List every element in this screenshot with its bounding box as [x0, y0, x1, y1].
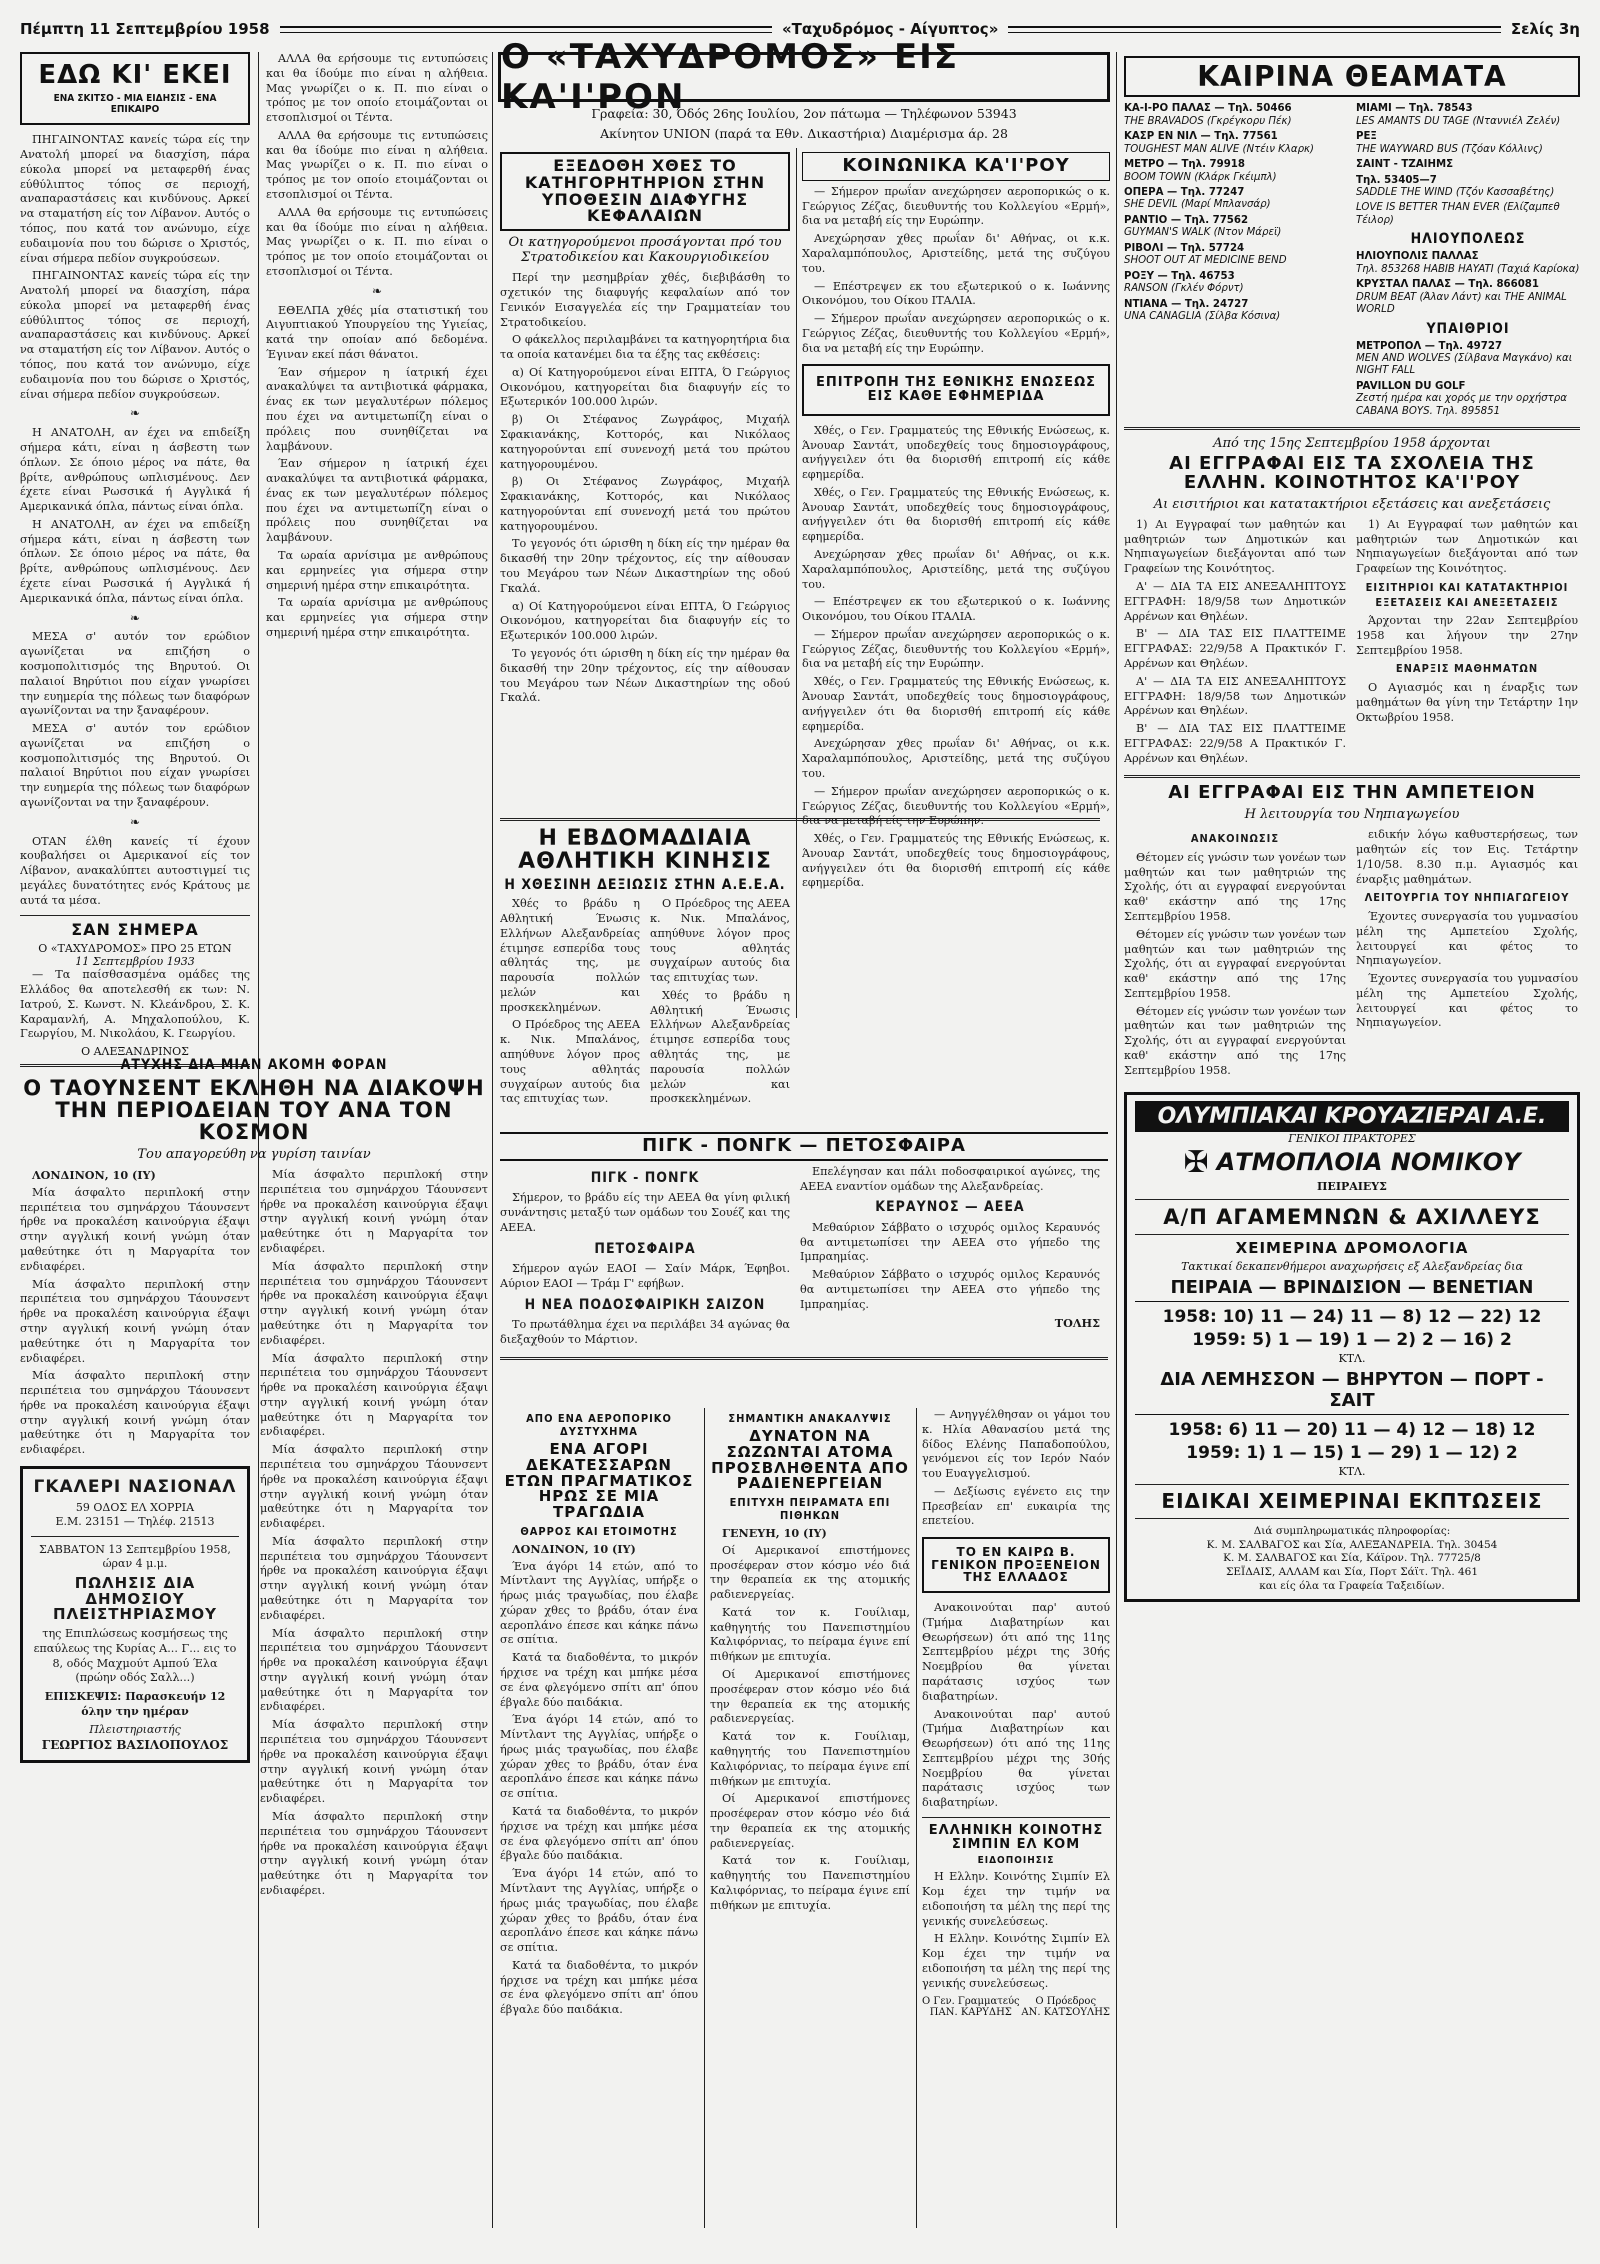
paragraph: Το γεγονός ότι ώρισθη η δίκη είς την ημέραν θα δικασθή την 20ην τρέχοντος, είς την αίθουσαν του Μεγάρου των Νέων Δικαστηρίων της οδού Γκαλά. [500, 646, 790, 705]
cinema-film: LOVE IS BETTER THAN EVER (Ελίζαμπεθ Τέιλορ) [1356, 202, 1560, 226]
cinema-hall: ΚΡΥΣΤΑΛ ΠΑΛΑΣ — Τηλ. 866081 [1356, 279, 1539, 291]
paragraph: Ένα άγόρι 14 ετών, από το Μίντλαντ της Αγγλίας, υπήρξε ο ήρως μιάς τραγωδίας, που έλαβε χώραν χθες το βράδυ, όταν ένα αεροπλάνο έπεσε και κάηκε πάνω σε σπίτια. [500, 1713, 698, 1801]
cinema-hall: ΜΙΑΜΙ — Τηλ. 78543 [1356, 103, 1473, 115]
paragraph: ΠΗΓΑΙΝΟΝΤΑΣ κανείς τώρα είς την Ανατολή μπορεί να διασχίση, πάρα εύκολα μπορεί να μεταφερθή ένας εύθύλιπτος τόπος σε περιοχή, αναπαραστάσεις και κινδύνους. Αρκεί να σταματήση είς τον Λίβανον. Αυτός ο τόπος, που κατά τον ανώνυμο, είχε ευδαιμονία που του δώρισε ο Χριστός, είναι σήμερα πεδίον συγκρούσεων. [20, 133, 250, 265]
hero-boy-article [500, 1408, 698, 2228]
two-column-body [20, 1168, 488, 1902]
article-body [1356, 828, 1578, 1081]
paragraph: — Τα παίσθσασμένα ομάδες της Ελλάδος θα αποτελεσθή εκ των: Ν. Ιατρού, Σ. Κωνστ. Ν. Κλεάνδρου, Σ. Κ. Καραμανλή, Α. Μηχαλοπούλου, Κ. Γεωργίου, Μ. Νικολάου, Κ. Γεωργίου. [20, 968, 250, 1041]
paragraph: α) Οί Κατηγορούμενοι είναι ΕΠΤΑ, Ό Γεώργιος Οικονόμου, κατηγορείται δια διαφυγήν είς το Εξωτερικόν 100.000 λιρών. [500, 599, 790, 643]
cruise-agents-label: ΓΕΝΙΚΟΙ ΠΡΑΚΤΟΡΕΣ [1288, 1131, 1416, 1145]
divider [1124, 775, 1580, 778]
paragraph: — Σήμερον πρωΐαν ανεχώρησεν αεροπορικώς ο κ. Γεώργιος Ζέζας, διευθυντής του Κολλεγίου «Ερμή», δια να μεταβή είς την Ευρώπην. [802, 784, 1110, 828]
two-column-body [500, 897, 1100, 1110]
kicker: ΑΤΥΧΗΣ ΔΙΑ ΜΙΑΝ ΑΚΟΜΗ ΦΟΡΑΝ [120, 1057, 388, 1073]
cinema-film: LES AMANTS DU TAGE (Νταννιέλ Ζελέν) [1356, 115, 1561, 127]
paragraph: Ένα άγόρι 14 ετών, από το Μίντλαντ της Αγγλίας, υπήρξε ο ήρως μιάς τραγωδίας, που έλαβε χώραν χθες το βράδυ, όταν ένα αεροπλάνο έπεσε και κάηκε πάνω σε σπίτια. [500, 1867, 698, 1955]
paragraph: Μία άσφαλτο περιπλοκή στην περιπέτεια του σμηνάρχου Τάουνσεντ ήρθε να προκαλέση καινούργια έξαψι στην αγγλική κοινή γνώμη όταν μαθεύτηκε ότι η Μαργαρίτα τον ενδιαφέρει. [260, 1351, 488, 1439]
cinema-hall: ΗΛΙΟΥΠΟΛΙΣ ΠΑΛΛΑΣ [1356, 251, 1479, 263]
sports-section [500, 1128, 1108, 1366]
paragraph: Μία άσφαλτο περιπλοκή στην περιπέτεια του σμηνάρχου Τάουνσεντ ήρθε να προκαλέση καινούργια έξαψι στην αγγλική κοινή γνώμη όταν μαθεύτηκε ότι η Μαργαρίτα τον ενδιαφέρει. [260, 1626, 488, 1714]
paragraph: Η ΑΝΑΤΟΛΗ, αν έχει να επιδείξη σήμερα κάτι, είναι η άσβεστη των όπλων. Σε όποιο μέρος να πάτε, θα βρίτε, ανθρώπους ωπλισμένους. Δεν έχετε είναι Ρωσσικά ή Αγγλικά ή Αμερικανικά όπλα, πάντως είναι όπλα. [20, 517, 250, 605]
paragraph: Περί την μεσημβρίαν χθές, διεβιβάσθη το σχετικόν της διαφυγής κεφαλαίων από τον Γενικόν Εισαγγελέα είς την Γραμματείαν του Στρατοδικείου. [500, 271, 790, 329]
article-body [650, 897, 790, 1110]
cinema-listing [1124, 103, 1348, 128]
paragraph: Κατά τα διαδοθέντα, το μικρόν ήρχισε να τρέχη και μπήκε μέσα σε ένα φλεγόμενο σπίτι απ' όπου έβγαλε δύο παιδάκια. [500, 1805, 698, 1863]
paragraph: Μία άσφαλτο περιπλοκή στην περιπέτεια του σμηνάρχου Τάουνσεντ ήρθε να προκαλέση καινούργια έξαψι στην αγγλική κοινή γνώμη όταν μαθεύτηκε ότι η Μαργαρίτα τον ενδιαφέρει. [260, 1443, 488, 1531]
paragraph: Θέτομεν είς γνώσιν των γονέων των μαθητών και των μαθητριών της Σχολής, ότι αι εγγραφαί ενεργούνται καθ' εκάστην από της 17ης Σεπτεμβρίου 1958. [1124, 1004, 1346, 1077]
paragraph: Μία άσφαλτο περιπλοκή στην περιπέτεια του σμηνάρχου Τάουνσεντ ήρθε να προκαλέση καινούργια έξαψι στην αγγλική κοινή γνώμη όταν μαθεύτηκε ότι η Μαργαρίτα τον ενδιαφέρει. [20, 1185, 250, 1273]
paragraph: Μία άσφαλτο περιπλοκή στην περιπέτεια του σμηνάρχου Τάουνσεντ ήρθε να προκαλέση καινούργια έξαψι στην αγγλική κοινή γνώμη όταν μαθεύτηκε ότι η Μαργαρίτα τον ενδιαφέρει. [260, 1259, 488, 1347]
issue-date: Πέμπτη 11 Σεπτεμβρίου 1958 [20, 20, 270, 38]
divider [20, 915, 250, 916]
contact-line: Κ. Μ. ΣΑΛΒΑΓΟΣ και Σία, Κάϊρον. Τηλ. 77725/8 [1223, 1552, 1481, 1565]
divider [1135, 1484, 1569, 1485]
subsection-heading: Η ΝΕΑ ΠΟΔΟΣΦΑΙΡΙΚΗ ΣΑΙΖΟΝ [524, 1296, 766, 1313]
route-2: ΔΙΑ ΛΕΜΗΣΣΟΝ — ΒΗΡΥΤΟΝ — ΠΟΡΤ - ΣΑΙΤ [1135, 1369, 1569, 1415]
cinema-hall: ΡΟΞΥ — Τηλ. 46753 [1124, 270, 1235, 282]
cinema-film: TOUGHEST MAN ALIVE (Ντέιν Κλαρκ) [1124, 143, 1315, 155]
headline: ΔΥΝΑΤΟΝ ΝΑ ΣΩΖΩΝΤΑΙ ΑΤΟΜΑ ΠΡΟΣΒΛΗΘΕΝΤΑ ΑΠΟ ΡΑΔΙΕΝΕΡΓΕΙΑΝ [711, 1427, 909, 1493]
contact-block [1135, 1525, 1569, 1593]
ships: Α/Π ΑΓΑΜΕΜΝΩΝ & ΑΧΙΛΛΕΥΣ [1163, 1204, 1541, 1229]
exams-heading: ΕΙΣΙΤΗΡΙΟΙ ΚΑΙ ΚΑΤΑΤΑΚΤΗΡΙΟΙ ΕΞΕΤΑΣΕΙΣ ΚΑΙ ΑΝΕΞΕΤΑΣΕΙΣ [1365, 581, 1569, 609]
article-body [500, 1165, 790, 1351]
paragraph: Α' — ΔΙΑ ΤΑ ΕΙΣ ΑΝΕΞΑΛΗΠΤΟΥΣ ΕΓΓΡΑΦΗ: 18/9/58 των Δημοτικών Αρρένων και Θηλέων. [1124, 674, 1346, 718]
ornament-icon: ❧ [129, 610, 141, 625]
townsend-article [20, 1053, 488, 1902]
article-body [922, 1870, 1110, 1991]
ampeteion-subheading: Η λειτουργία του Νηπιαγωγείου [1244, 807, 1460, 823]
cinema-hall: ΡΕΞ [1356, 131, 1377, 143]
ornament-icon: ❧ [371, 283, 383, 298]
signature-name: ΠΑΝ. ΚΑΡΥΔΗΣ [929, 2006, 1012, 2018]
cinema-film: GUYMAN'S WALK (Ντον Μάρεϊ) [1124, 227, 1282, 239]
subsection-heading: ΚΕΡΑΥΝΟΣ — ΑΕΕΑ [875, 1199, 1025, 1216]
paragraph: Έαν σήμερον η ίατρική έχει ανακαλύψει τα αντιβιοτικά φάρμακα, ένας εκ των μεγαλυτέρων πόλεμος που έχει να αντιμετωπίζη είναι ο πρόλεις που συνηθίζεται να λαμβάνουν. [266, 365, 488, 453]
paragraph: Μία άσφαλτο περιπλοκή στην περιπέτεια του σμηνάρχου Τάουνσεντ ήρθε να προκαλέση καινούργια έξαψι στην αγγλική κοινή γνώμη όταν μαθεύτηκε ότι η Μαργαρίτα τον ενδιαφέρει. [20, 1369, 250, 1457]
section-subtitle: ΕΝΑ ΣΚΙΤΣΟ - ΜΙΑ ΕΙΔΗΣΙΣ - ΕΝΑ ΕΠΙΚΑΙΡΟ [53, 93, 217, 116]
article-body [266, 52, 488, 641]
route-1-dates-1958: 1958: 10) 11 — 24) 11 — 8) 12 — 22) 12 [1162, 1307, 1542, 1328]
article-body [922, 1601, 1110, 1811]
paragraph: Η ΑΝΑΤΟΛΗ, αν έχει να επιδείξη σήμερα κάτι, είναι η άσβεστη των όπλων. Σε όποιο μέρος να πάτε, θα βρίτε, ανθρώπους ωπλισμένους. Δεν έχετε είναι Ρωσσικά ή Αγγλικά ή Αμερικανικά όπλα, πάντως είναι όπλα. [20, 426, 250, 514]
paragraph: Οί Αμερικανοί επιστήμονες προσέφεραν στον κόσμο νέο διά την θεραπεία εκ της ατομικής ραδιενεργείας. [710, 1792, 910, 1850]
subheadline: Του απαγορεύθη να γυρίση ταινίαν [137, 1147, 371, 1163]
community-heading: ΕΛΛΗΝΙΚΗ ΚΟΙΝΟΤΗΣ ΣΙΜΠΙΝ ΕΛ ΚΟΜ [928, 1822, 1104, 1852]
cinema-listing [1356, 279, 1580, 316]
paragraph: Έαν σήμερον η ίατρική έχει ανακαλύψει τα αντιβιοτικά φάρμακα, ένας εκ των μεγαλυτέρων πόλεμος που έχει να αντιμετωπίζη είναι ο πρόλεις που συνηθίζεται να λαμβάνουν. [266, 457, 488, 545]
paragraph: Μία άσφαλτο περιπλοκή στην περιπέτεια του σμηνάρχου Τάουνσεντ ήρθε να προκαλέση καινούργια έξαψι στην αγγλική κοινή γνώμη όταν μαθεύτηκε ότι η Μαργαρίτα τον ενδιαφέρει. [20, 1277, 250, 1365]
today-subtitle: Ο «ΤΑΧΥΔΡΟΜΟΣ» ΠΡΟ 25 ΕΤΩΝ [38, 942, 232, 956]
sports-section-heading: ΠΙΓΚ - ΠΟΝΓΚ — ΠΕΤΟΣΦΑΙΡΑ [500, 1132, 1108, 1161]
article-body [1124, 518, 1346, 770]
article-body [500, 271, 790, 706]
listings-right-wrap [1356, 103, 1580, 421]
divider [500, 1357, 1108, 1360]
ampeteion-heading: ΑΙ ΕΓΓΡΑΦΑΙ ΕΙΣ ΤΗΝ ΑΜΠΕΤΕΙΟΝ [1168, 782, 1536, 804]
ad-phone: Ε.Μ. 23151 — Τηλέφ. 21513 [55, 1515, 215, 1529]
cinema-film: SHE DEVIL (Μαρί Μπλανσάρ) [1124, 199, 1271, 211]
byline: ΤΟΛΗΣ [1054, 1315, 1100, 1330]
cinema-hall: ΟΠΕΡΑ — Τηλ. 77247 [1124, 187, 1245, 199]
paragraph: — Σήμερον πρωΐαν ανεχώρησεν αεροπορικώς ο κ. Γεώργιος Ζέζας, διευθυντής του Κολλεγίου «Ερμή», δια να μεταβή είς την Ευρώπην. [802, 312, 1110, 355]
paragraph: Η Ελλην. Κοινότης Σιμπίν Ελ Κομ έχει την τιμήν να ειδοποιήση τα μέλη της περί της γενικής συνελεύσεως. [922, 1870, 1110, 1928]
cinema-hall: ΡΙΒΟΛΙ — Τηλ. 57724 [1124, 242, 1245, 254]
paragraph: ΜΕΣΑ σ' αυτόν τον ερώδιον αγωνίζεται να επιζήση ο κοσμοπολιτισμός της Βηρυτού. Οι παλαιοί Βηρύτιοι που είχαν γνωρίσει την ευημερία της πόλεως των διαφόρων αγωνίζονται να την ξαναφέρουν. [20, 722, 250, 809]
cinema-hall: PAVILLON DU GOLF [1356, 380, 1466, 392]
paragraph: Κατά τον κ. Γουίλιαμ, καθηγητής του Πανεπιστημίου Καλιφόρνιας, το πείραμα έγινε επί πιθήκων με επιτυχία. [710, 1605, 910, 1664]
paragraph: Χθές, ο Γεν. Γραμματεύς της Εθνικής Ενώσεως, κ. Άνουαρ Σαντάτ, υποδεχθείς τους δημοσιογράφους, ανήγγειλεν ότι θα διορισθή επιτροπή είς κάθε εφημερίδα. [802, 832, 1110, 890]
paragraph: ΑΛΛΑ θα ερήσουμε τις εντυπώσεις και θα ίδούμε πιο είναι η αλήθεια. Μας γνωρίζει ο κ. Π. πιο είναι ο τρόπος με τον οποίο ετοιμάζονται οι ετσοπλισμοί οι Τέντα. [266, 52, 488, 125]
contact-line: και είς όλα τα Γραφεία Ταξειδίων. [1259, 1579, 1445, 1592]
divider [1124, 427, 1580, 430]
column-rule [704, 1408, 705, 2228]
cinema-hall: ΜΕΤΡΟ — Τηλ. 79918 [1124, 159, 1245, 171]
paragraph: ΑΛΛΑ θα ερήσουμε τις εντυπώσεις και θα ίδούμε πιο είναι η αλήθεια. Μας γνωρίζει ο κ. Π. πιο είναι ο τρόπος με τον οποίο ετοιμάζονται οι ετσοπλισμοί οι Τέντα. [266, 205, 488, 278]
listings-outdoor [1356, 341, 1580, 419]
header-rule-left [280, 26, 772, 33]
paragraph: 1) Αι Εγγραφαί των μαθητών και μαθητριών των Δημοτικών και Νηπιαγωγείων διεξάγονται από των Γραφείων της Κοινότητος. [1356, 517, 1578, 576]
paragraph: — Ανηγγέλθησαν οι γάμοι του κ. Ηλία Αθανασίου μετά της δίδος Ελένης Παπαδοπούλου, γενόμενοι είς τον Ιερόν Ναόν του Ευαγγελισμού. [922, 1408, 1110, 1481]
paragraph: Ένα άγόρι 14 ετών, από το Μίντλαντ της Αγγλίας, υπήρξε ο ήρως μιάς τραγωδίας, που έλαβε χώραν χθες το βράδυ, όταν ένα αεροπλάνο έπεσε και κάηκε πάνω σε σπίτια. [500, 1559, 698, 1647]
article-body [710, 1526, 910, 1914]
outdoor-heading: ΥΠΑΙΘΡΙΟΙ [1426, 320, 1510, 337]
paragraph: Σήμερον, το βράδυ είς την ΑΕΕΑ θα γίνη φιλική συνάντησις μεταξύ των ομάδων του Σουέζ και της ΑΕΕΑ. [500, 1191, 790, 1234]
article-body [260, 1168, 488, 1902]
column-rule [492, 52, 493, 2228]
schools-heading: ΑΙ ΕΓΓΡΑΦΑΙ ΕΙΣ ΤΑ ΣΧΟΛΕΙΑ ΤΗΣ ΕΛΛΗΝ. ΚΟΙΝΟΤΗΤΟΣ ΚΑ'Ι'ΡΟΥ [1169, 453, 1535, 494]
cinema-film: Ζεστή ημέρα και χορός με την ορχήστρα CABANA BOYS. Τηλ. 895851 [1356, 393, 1567, 417]
cinema-hall: ΡΑΝΤΙΟ — Τηλ. 77562 [1124, 214, 1249, 226]
paragraph: Ο Αγιασμός και η έναρξις των μαθημάτων θα γίνη την Τετάρτην 1ην Οκτωβρίου 1958. [1356, 680, 1578, 724]
paragraph: Μία άσφαλτο περιπλοκή στην περιπέτεια του σμηνάρχου Τάουνσεντ ήρθε να προκαλέση καινούργια έξαψι στην αγγλική κοινή γνώμη όταν μαθεύτηκε ότι η Μαργαρίτα τον ενδιαφέρει. [260, 1809, 488, 1897]
today-body [20, 968, 250, 1042]
article-body [800, 1165, 1100, 1351]
paragraph: Χθές, ο Γεν. Γραμματεύς της Εθνικής Ενώσεως, κ. Άνουαρ Σαντάτ, υποδεχθείς τους δημοσιογράφους, ανήγγειλεν ότι θα διορισθή επιτροπή είς κάθε εφημερίδα. [802, 485, 1110, 544]
cinema-film: UNA CANAGLIA (Σίλβα Κόσινα) [1124, 310, 1281, 322]
paragraph: Κατά τον κ. Γουίλιαμ, καθηγητής του Πανεπιστημίου Καλιφόρνιας, το πείραμα έγινε επί πιθήκων με επιτυχία. [710, 1730, 910, 1788]
paragraph: Ο φάκελλος περιλαμβάνει τα κατηγορητήρια δια τα οποία κατανέμει δια τα έξης τας εκθέσεις: [500, 333, 790, 362]
signoff: Ο ΑΛΕΞΑΝΔΡΙΝΟΣ [81, 1045, 189, 1059]
cinema-film: MEN AND WOLVES (Σίλβανα Μαγκάνο) και NIGHT FALL [1356, 352, 1573, 377]
column-5 [1124, 52, 1580, 1610]
listings-helio [1356, 251, 1580, 316]
signature-name: ΑΝ. ΚΑΤΣΟΥΛΗΣ [1021, 2006, 1110, 2018]
cinema-hall: ΚΑ-Ι-ΡΟ ΠΑΛΑΣ — Τηλ. 50466 [1124, 103, 1292, 115]
article-body [1124, 828, 1346, 1081]
ad-address: 59 ΟΔΟΣ ΕΛ ΧΟΡΡΙΑ [75, 1500, 195, 1514]
office-address: Γραφεία: 30, Όδός 26ης Ιουλίου, 2ον πάτωμα — Τηλέφωνον 53943 [591, 106, 1017, 121]
signatures [922, 1996, 1110, 2018]
cinema-listing [1124, 271, 1348, 296]
paragraph: Β' — ΔΙΑ ΤΑΣ ΕΙΣ ΠΛΑΤΤΕΙΜΕ ΕΓΓΡΑΦΑΣ: 22/9/58 Α Πρακτικόν Γ. Αρρένων και Θηλέων. [1124, 722, 1346, 765]
paragraph: Ανεχώρησαν χθες πρωΐαν δι' Αθήνας, οι κ.κ. Χαραλαμπόπουλος, Αριστείδης, μετά της συζύγου του. [802, 737, 1110, 780]
column-1 [20, 52, 250, 1073]
paragraph: ΟΤΑΝ έλθη κανείς τί έχουν κουβαλήσει οι Αμερικανοί είς τον Λίβανον, ανακαλύπτει αυτοστιγμεί τις μεγάλες δυνατότητες ενός Κράτους με αυτά τα μέσα. [20, 834, 250, 907]
paragraph: ΑΛΛΑ θα ερήσουμε τις εντυπώσεις και θα ίδούμε πιο είναι η αλήθεια. Μας γνωρίζει ο κ. Π. πιο είναι ο τρόπος με τον οποίο ετοιμάζονται οι ετσοπλισμοί οι Τέντα. [266, 128, 488, 202]
divider [31, 1536, 239, 1537]
paragraph: Μία άσφαλτο περιπλοκή στην περιπέτεια του σμηνάρχου Τάουνσεντ ήρθε να προκαλέση καινούργια έξαψι στην αγγλική κοινή γνώμη όταν μαθεύτηκε ότι η Μαργαρίτα τον ενδιαφέρει. [260, 1718, 488, 1806]
contact-line: Διά συμπληρωματικάς πληροφορίας: [1253, 1525, 1451, 1538]
header-rule-right [1008, 26, 1500, 33]
cruise-agency-row [1135, 1145, 1569, 1180]
cinema-listing [1356, 159, 1580, 171]
route-1-dates-1959: 1959: 5) 1 — 19) 1 — 2) 2 — 16) 2 [1192, 1330, 1512, 1351]
article-body [922, 1408, 1110, 1529]
winter-discounts: ΕΙΔΙΚΑΙ ΧΕΙΜΕΡΙΝΑΙ ΕΚΠΤΩΣΕΙΣ [1161, 1489, 1543, 1514]
paragraph: Μεθαύριον Σάββατο ο ισχυρός ομιλος Κεραυνός θα αντιμετωπίσει την ΑΕΕΑ στο γήπεδο της Ιμπραημίας. [800, 1220, 1100, 1264]
kicker: ΑΠΟ ΕΝΑ ΑΕΡΟΠΟΡΙΚΟ ΔΥΣΤΥΧΗΜΑ [526, 1412, 672, 1438]
paragraph: Μία άσφαλτο περιπλοκή στην περιπέτεια του σμηνάρχου Τάουνσεντ ήρθε να προκαλέση καινούργια έξαψι στην αγγλική κοινή γνώμη όταν μαθεύτηκε ότι η Μαργαρίτα τον ενδιαφέρει. [260, 1168, 488, 1256]
sports-article [500, 818, 1100, 1128]
cinema-film: SHOOT OUT AT MEDICINE BEND [1124, 255, 1287, 267]
dateline: ΛΟΝΔΙΝΟΝ, 10 (ΙΥ) [512, 1541, 636, 1556]
cinema-hall: ΝΤΙΑΝΑ — Τηλ. 24727 [1124, 298, 1249, 310]
subsection-heading: ΠΙΓΚ - ΠΟΝΓΚ [590, 1169, 700, 1186]
kindergarten-heading: ΛΕΙΤΟΥΡΓΙΑ ΤΟΥ ΝΗΠΙΑΓΩΓΕΙΟΥ [1364, 891, 1570, 905]
article-body [500, 897, 640, 1110]
paragraph: Χθές, ο Γεν. Γραμματεύς της Εθνικής Ενώσεως, κ. Άνουαρ Σαντάτ, υποδεχθείς τους δημοσιογράφους, ανήγγειλεν ότι θα διορισθή επιτροπή είς κάθε εφημερίδα. [802, 423, 1110, 482]
ad-auctioneer-label: Πλειστηριαστής [89, 1723, 181, 1737]
kicker: ΣΗΜΑΝΤΙΚΗ ΑΝΑΚΑΛΥΨΙΣ [728, 1412, 892, 1425]
announcement-heading: ΑΝΑΚΟΙΝΩΣΙΣ [1190, 832, 1280, 846]
route-2-etc: ΚΤΛ. [1338, 1465, 1366, 1479]
two-column-body [1124, 828, 1580, 1081]
cinema-hall: Τηλ. 53405—7 [1356, 174, 1437, 186]
dateline: ΛΟΝΔΙΝΟΝ, 10 (ΙΥ) [32, 1168, 156, 1183]
dateline: ΓΕΝΕΥΗ, 10 (ΙΥ) [722, 1526, 827, 1540]
cinema-hall: ΚΑΣΡ ΕΝ ΝΙΛ — Τηλ. 77561 [1124, 131, 1278, 143]
paragraph: Μεθαύριον Σάββατο ο ισχυρός ομιλος Κεραυνός θα αντιμετωπίσει την ΑΕΕΑ στο γήπεδο της Ιμπραημίας. [800, 1268, 1100, 1311]
cinema-film: THE WAYWARD BUS (Τζόαν Κόλλινς) [1356, 143, 1543, 155]
cinema-listing [1356, 202, 1580, 227]
cinema-listing [1356, 131, 1580, 156]
cruise-company: ΟΛΥΜΠΙΑΚΑΙ ΚΡΟΥΑΖΙΕΡΑΙ Α.Ε. [1135, 1101, 1569, 1132]
paragraph: Χθές, ο Γεν. Γραμματεύς της Εθνικής Ενώσεως, κ. Άνουαρ Σαντάτ, υποδεχθείς τους δημοσιογράφους, ανήγγειλεν ότι θα διορισθή επιτροπή είς κάθε εφημερίδα. [802, 675, 1110, 733]
paragraph: — Επέστρεψεν εκ του εξωτερικού ο κ. Ιωάννης Οικονόμου, του Οίκου ΙΤΑΛΙΑ. [802, 595, 1110, 624]
cinema-listing [1356, 251, 1580, 276]
cross-flag-icon: ✠ [1183, 1144, 1209, 1180]
paragraph: Ανακοινούται παρ' αυτού (Τμήμα Διαβατηρίων και Θεωρήσεων) ότι από της 11ης Σεπτεμβρίου μέχρι της 30ής Νοεμβρίου θα γίνεται παράτασις ισχύος των διαβατηρίων. [922, 1601, 1110, 1703]
newspaper-page [20, 18, 1580, 2228]
paragraph: Ο Πρόεδρος της ΑΕΕΑ κ. Νικ. Μπαλάνος, απηύθυνε λόγον προς τους αθλητάς συγχαίρων αυτούς δια τας επιτυχίας των. [500, 1018, 640, 1106]
paragraph: Β' — ΔΙΑ ΤΑΣ ΕΙΣ ΠΛΑΤΤΕΙΜΕ ΕΓΓΡΑΦΑΣ: 22/9/58 Α Πρακτικόν Γ. Αρρένων και Θηλέων. [1124, 627, 1346, 670]
committee-heading: ΕΠΙΤΡΟΠΗ ΤΗΣ ΕΘΝΙΚΗΣ ΕΝΩΣΕΩΣ ΕΙΣ ΚΑΘΕ ΕΦΗΜΕΡΙΔΑ [816, 375, 1096, 405]
cinema-film: DRUM BEAT (Άλαν Λάντ) και THE ANIMAL WORLD [1356, 291, 1567, 316]
article-body [1356, 518, 1578, 770]
article-body [20, 133, 250, 908]
article-body [500, 1542, 698, 2018]
committee-box [802, 364, 1110, 415]
route-1: ΠΕΙΡΑΙΑ — ΒΡΙΝΔΙΣΙΟΝ — ΒΕΝΕΤΙΑΝ [1135, 1277, 1569, 1302]
auction-ad [20, 1466, 250, 1763]
paragraph: Άρχονται την 22αν Σεπτεμβρίου 1958 και λήγουν την 27ην Σεπτεμβρίου 1958. [1356, 614, 1578, 657]
schools-subheading: Αι εισιτήριοι και κατατακτήριοι εξετάσεις και ανεξετάσεις [1153, 496, 1551, 512]
cinema-film: BOOM TOWN (Κλάρκ Γκέιμπλ) [1124, 171, 1277, 183]
paragraph: β) Οι Στέφανος Ζωγράφος, Μιχαήλ Σφακιανάκης, Κοττορός, και Νικόλαος κατηγορούνται επί συνενοχή μετά του πρώτου κατηγορουμένου. [500, 413, 790, 471]
today-heading: ΣΑΝ ΣΗΜΕΡΑ [71, 919, 199, 939]
paragraph: Έχοντες συνεργασία του γυμνασίου μέλη της Αμπετείου Σχολής, λειτουργεί και φέτος το Νηπιαγωγείον. [1356, 909, 1578, 968]
section-heading-box [20, 52, 250, 125]
column-4-bottom [922, 1408, 1110, 2228]
cinema-film: THE BRAVADOS (Γκρέγκορυ Πέκ) [1124, 115, 1292, 127]
paragraph: Οί Αμερικανοί επιστήμονες προσέφεραν στον κόσμο νέο διά την θεραπεία εκ της ατομικής ραδιενεργείας. [710, 1543, 910, 1602]
cinema-hall: ΣΑΙΝΤ - ΤΖΑΙΗΜΣ [1356, 159, 1454, 171]
paragraph: β) Οι Στέφανος Ζωγράφος, Μιχαήλ Σφακιανάκης, Κοττορός, και Νικόλαος κατηγορούνται επί συνενοχή μετά του πρώτου κατηγορουμένου. [500, 475, 790, 533]
cinema-listing [1356, 103, 1580, 128]
paragraph: — Δεξίωσις εγένετο εις την Πρεσβείαν επ' ευκαιρία της επετείου. [922, 1484, 1110, 1528]
ornament-icon: ❧ [129, 406, 141, 421]
society-heading: ΚΟΙΝΩΝΙΚΑ ΚΑ'Ι'ΡΟΥ [802, 152, 1110, 181]
cinema-listings [1124, 103, 1580, 421]
community-subheading: ΕΙΔΟΠΟΙΗΣΙΣ [977, 1855, 1055, 1867]
subheadline: ΘΑΡΡΟΣ ΚΑΙ ΕΤΟΙΜΟΤΗΣ [520, 1524, 678, 1538]
sports-subheadline: Η ΧΘΕΣΙΝΗ ΔΕΞΙΩΣΙΣ ΣΤΗΝ Α.Ε.Ε.Α. [504, 877, 786, 894]
paragraph: Χθές το βράδυ η Αθλητική Ένωσις Ελλήνων Αλεξανδρείας έτιμησε εσπερίδα τους αθλητάς της, με παρουσία πολλών μελών και προσκεκλημένων. [500, 897, 640, 1014]
article-body [20, 1168, 250, 1902]
listings-right [1356, 103, 1580, 227]
ornament-icon: ❧ [129, 814, 141, 829]
headline: Ο ΤΑΟΥΝΣΕΝΤ ΕΚΛΗΘΗ ΝΑ ΔΙΑΚΟΨΗ ΤΗΝ ΠΕΡΙΟΔΕΙΑΝ ΤΟΥ ΑΝΑ ΤΟΝ ΚΟΣΜΟΝ [23, 1076, 485, 1145]
article-body [802, 185, 1110, 357]
headline: ΕΞΕΔΟΘΗ ΧΘΕΣ ΤΟ ΚΑΤΗΓΟΡΗΤΗΡΙΟΝ ΣΤΗΝ ΥΠΟΘΕΣΙΝ ΔΙΑΦΥΓΗΣ ΚΕΦΑΛΑΙΩΝ [500, 152, 790, 231]
paragraph: Κατά τα διαδοθέντα, το μικρόν ήρχισε να τρέχη και μπήκε μέσα σε ένα φλεγόμενο σπίτι απ' όπου έβγαλε δύο παιδάκια. [500, 1958, 698, 2017]
paragraph: Θέτομεν είς γνώσιν των γονέων των μαθητών και των μαθητριών της Σχολής, ότι αι εγγραφαί ενεργούνται καθ' εκάστην από της 17ης Σεπτεμβρίου 1958. [1124, 927, 1346, 1000]
cinema-listing [1124, 159, 1348, 184]
cinema-film: Τηλ. 853268 HABIB HAYATI (Ταχιά Καρίοκα) [1356, 263, 1580, 275]
paragraph: Έχοντες συνεργασία του γυμνασίου μέλη της Αμπετείου Σχολής, λειτουργεί και φέτος το Νηπιαγωγείον. [1356, 972, 1578, 1030]
paragraph: Α' — ΔΙΑ ΤΑ ΕΙΣ ΑΝΕΞΑΛΗΠΤΟΥΣ ΕΓΓΡΑΦΗ: 18/9/58 των Δημοτικών Αρρένων και Θηλέων. [1124, 580, 1346, 623]
radiation-article [710, 1408, 910, 2228]
paragraph: — Επέστρεψεν εκ του εξωτερικού ο κ. Ιωάννης Οικονόμου, του Οίκου ΙΤΑΛΙΑ. [802, 279, 1110, 308]
paragraph: Τα ωραία αρνίσιμα με ανθρώπους και ερμηνείες για σήμερα στην σημερινή ημέρα στην επικαιρότητα. [266, 549, 488, 592]
divider [500, 818, 1100, 821]
masthead [498, 37, 1110, 143]
column-rule [916, 1408, 917, 2228]
sports-headline: Η ΕΒΔΟΜΑΔΙΑΙΑ ΑΘΛΗΤΙΚΗ ΚΙΝΗΣΙΣ [518, 826, 772, 875]
two-column-body [500, 1165, 1108, 1351]
paragraph: Σήμερον αγών ΕΑΟΙ — Σαίν Μάρκ, Έφηβοι. Αύριον ΕΑΟΙ — Τράμ Γ' εφήβων. [500, 1262, 790, 1290]
paragraph: Μία άσφαλτο περιπλοκή στην περιπέτεια του σμηνάρχου Τάουνσεντ ήρθε να προκαλέση καινούργια έξαψι στην αγγλική κοινή γνώμη όταν μαθεύτηκε ότι η Μαργαρίτα τον ενδιαφέρει. [260, 1534, 488, 1622]
column-rule [1116, 52, 1117, 2228]
paragraph: ΜΕΣΑ σ' αυτόν τον ερώδιον αγωνίζεται να επιζήση ο κοσμοπολιτισμός της Βηρυτού. Οι παλαιοί Βηρύτιοι που είχαν γνωρίσει την ευημερία της πόλεως των διαφόρων αγωνίζονται να την ξαναφέρουν. [20, 630, 250, 718]
ad-gallery-name: ΓΚΑΛΕΡΙ ΝΑΣΙΟΝΑΛ [33, 1476, 237, 1497]
divider [1135, 1234, 1569, 1235]
cinema-listing [1124, 187, 1348, 212]
paragraph: — Σήμερον πρωΐαν ανεχώρησεν αεροπορικώς ο κ. Γεώργιος Ζέζας, διευθυντής του Κολλεγίου «Ερμή», δια να μεταβή είς την Ευρώπην. [802, 184, 1110, 228]
signature-block [922, 1996, 1020, 2018]
masthead-title: Ο «ΤΑΧΥΔΡΟΜΟΣ» ΕΙΣ ΚΑ'Ι'ΡΟΝ [498, 52, 1110, 102]
paragraph: Η Ελλην. Κοινότης Σιμπίν Ελ Κομ έχει την τιμήν να ειδοποιήση τα μέλη της περί της γενικής συνελεύσεως. [922, 1932, 1110, 1990]
cruise-ad [1124, 1092, 1580, 1603]
since-note: Από της 15ης Σεπτεμβρίου 1958 άρχονται [1213, 436, 1491, 452]
paragraph: Θέτομεν είς γνώσιν των γονέων των μαθητών και των μαθητριών της Σχολής, ότι αι εγγραφαί ενεργούνται καθ' εκάστην από της 17ης Σεπτεμβρίου 1958. [1124, 850, 1346, 923]
ad-event: ΠΩΛΗΣΙΣ ΔΙΑ ΔΗΜΟΣΙΟΥ ΠΛΕΙΣΤΗΡΙΑΣΜΟΥ [53, 1573, 217, 1624]
cinema-listing [1124, 215, 1348, 240]
paragraph: Ανεχώρησαν χθες πρωΐαν δι' Αθήνας, οι κ.κ. Χαραλαμπόπουλος, Αριστείδης, μετά της συζύγου του. [802, 548, 1110, 591]
section-title: ΕΔΩ ΚΙ' ΕΚΕΙ [38, 60, 232, 90]
paragraph: Επελέγησαν και πάλι ποδοσφαιρικοί αγώνες, της ΑΕΕΑ εναντίον ομάδων της Αλεξανδρείας. [800, 1164, 1100, 1193]
consulate-box [922, 1537, 1110, 1593]
paragraph: Ανακοινούται παρ' αυτού (Τμήμα Διαβατηρίων και Θεωρήσεων) ότι από της 11ης Σεπτεμβρίου μέχρι της 30ής Νοεμβρίου θα γίνεται παράτασις ισχύος των διαβατηρίων. [922, 1707, 1110, 1810]
route-1-etc: ΚΤΛ. [1338, 1352, 1366, 1366]
cruise-agency: ΑΤΜΟΠΛΟΙΑ ΝΟΜΙΚΟΥ [1216, 1148, 1521, 1177]
signature-block [1021, 1996, 1110, 2018]
contact-line: ΣΕΪΔΑΙΣ, ΑΛΛΑΜ και Σία, Πορτ Σάϊτ. Τηλ. 461 [1225, 1566, 1479, 1579]
paper-name: «Ταχυδρόμος - Αίγυπτος» [781, 20, 999, 38]
paragraph: Τα ωραία αρνίσιμα με ανθρώπους και ερμηνείες για σήμερα στην σημερινή ημέρα στην επικαιρότητα. [266, 596, 488, 639]
paragraph: Κατά τα διαδοθέντα, το μικρόν ήρχισε να τρέχη και μπήκε μέσα σε ένα φλεγόμενο σπίτι απ' όπου έβγαλε δύο παιδάκια. [500, 1651, 698, 1709]
paragraph: Ο Πρόεδρος της ΑΕΕΑ κ. Νικ. Μπαλάνος, απηύθυνε λόγον προς τους αθλητάς συγχαίρων αυτούς δια τας επιτυχίας των. [650, 897, 790, 985]
route-2-dates-1959: 1959: 1) 1 — 15) 1 — 29) 1 — 12) 2 [1186, 1443, 1518, 1464]
divider [1135, 1199, 1569, 1200]
headline: ΕΝΑ ΑΓΟΡΙ ΔΕΚΑΤΕΣΣΑΡΩΝ ΕΤΩΝ ΠΡΑΓΜΑΤΙΚΟΣ ΗΡΩΣ ΣΕ ΜΙΑ ΤΡΑΓΩΔΙΑ [504, 1440, 694, 1521]
paragraph: Το πρωτάθλημα έχει να περιλάβει 34 αγώνας θα διεξαχθούν το Μάρτιον. [500, 1318, 790, 1346]
paragraph: Οί Αμερικανοί επιστήμονες προσέφεραν στον κόσμο νέο διά την θεραπεία εκ της ατομικής ραδιενεργείας. [710, 1668, 910, 1726]
ad-text: της Επιπλώσεως κοσμήσεως της επαύλεως της Κυρίας Α... Γ... εις το 8, οδός Μαχμούτ Αμπού Έλα (πρώην οδός Σαλλ...) [33, 1627, 237, 1685]
cinema-listing [1356, 381, 1580, 418]
cinema-listing [1124, 299, 1348, 324]
cinema-listing [1356, 341, 1580, 378]
ad-when: ΣΑΒΒΑΤΟΝ 13 Σεπτεμβρίου 1958, ώραν 4 μ.μ. [39, 1542, 231, 1571]
cinema-film: SADDLE THE WIND (Τζόν Κασσαβέτης) [1356, 187, 1555, 199]
divider [922, 1817, 1110, 1818]
contact-line: Κ. Μ. ΣΑΛΒΑΓΟΣ και Σία, ΑΛΕΞΑΝΔΡΕΙΑ. Τηλ. 30454 [1206, 1538, 1498, 1551]
helio-heading: ΗΛΙΟΥΠΟΛΕΩΣ [1410, 231, 1526, 248]
column-3 [500, 148, 790, 798]
listings-left [1124, 103, 1348, 421]
signature-title: Ο Γεν. Γραμματεύς [922, 1995, 1020, 2007]
cinema-film: RANSON (Γκλέν Φόρντ) [1124, 283, 1244, 295]
paragraph: α) Οί Κατηγορούμενοι είναι ΕΠΤΑ, Ό Γεώργιος Οικονόμου, κατηγορείται δια διαφυγήν είς το Εξωτερικόν 100.000 λιρών. [500, 365, 790, 409]
consulate-heading: ΤΟ ΕΝ ΚΑΙΡΩ Β. ΓΕΝΙΚΟΝ ΠΡΟΞΕΝΕΙΟΝ ΤΗΣ ΕΛΛΑΔΟΣ [931, 1545, 1101, 1585]
paragraph: 1) Αι Εγγραφαί των μαθητών και μαθητριών των Δημοτικών και Νηπιαγωγείων διεξάγονται από των Γραφείων της Κοινότητος. [1124, 517, 1346, 576]
cinema-listing [1356, 175, 1580, 200]
paragraph: — Σήμερον πρωΐαν ανεχώρησεν αεροπορικώς ο κ. Γεώργιος Ζέζας, διευθυντής του Κολλεγίου «Ερμή», δια να μεταβή είς την Ευρώπην. [802, 627, 1110, 671]
paragraph: Ανεχώρησαν χθες πρωΐαν δι' Αθήνας, οι κ.κ. Χαραλαμπόπουλος, Αριστείδης, μετά της συζύγου του. [802, 232, 1110, 275]
signature-title: Ο Πρόεδρος [1035, 1995, 1097, 2007]
cinema-listing [1124, 243, 1348, 268]
subsection-heading: ΠΕΤΟΣΦΑΙΡΑ [594, 1240, 696, 1257]
cinema-listing [1124, 131, 1348, 156]
subheadline: ΕΠΙΤΥΧΗ ΠΕΙΡΑΜΑΤΑ ΕΠΙ ΠΙΘΗΚΩΝ [729, 1496, 891, 1522]
cinema-hall: ΜΕΤΡΟΠΟΛ — Τηλ. 49727 [1356, 340, 1503, 352]
start-heading: ΕΝΑΡΞΙΣ ΜΑΘΗΜΑΤΩΝ [1395, 662, 1539, 676]
ad-visit: ΕΠΙΣΚΕΨΙΣ: Παρασκευήν 12 όλην την ημέραν [44, 1690, 226, 1718]
paragraph: ειδικήν λόγω καθυστερήσεως, των μαθητών είς τον Εις. Τετάρτην 1/10/58. 8.30 π.μ. Αγιασμός και έναρξις μαθημάτων. [1356, 828, 1578, 886]
fixed-departures: Τακτικαί δεκαπενθήμεροι αναχωρήσεις εξ Αλεξανδρείας δια [1181, 1260, 1523, 1274]
paragraph: Κατά τον κ. Γουίλιαμ, καθηγητής του Πανεπιστημίου Καλιφόρνιας, το πείραμα έγινε επί πιθήκων με επιτυχία. [710, 1854, 910, 1912]
route-2-dates-1958: 1958: 6) 11 — 20) 11 — 4) 12 — 18) 12 [1168, 1420, 1536, 1441]
paragraph: ΠΗΓΑΙΝΟΝΤΑΣ κανείς τώρα είς την Ανατολή μπορεί να διασχίση, πάρα εύκολα μπορεί να μεταφερθή ένας εύθύλιπτος τόπος σε περιοχή, αναπαραστάσεις και κινδύνους. Αρκεί να σταματήση είς τον Λίβανον. Αυτός ο τόπος, που κατά τον ανώνυμο, είχε ευδαιμονία που του δώρισε ο Χριστός, είναι σήμερα πεδίον συγκρούσεων. [20, 269, 250, 401]
paragraph: ΕΘΕΛΠΑ χθές μία στατιστική του Αιγυπτιακού Υπουργείου της Υγιείας, κατά την οποίαν από δεδομένα. Έγιναν εκεί πάσι θάνατοι. [266, 303, 488, 361]
divider [1135, 1518, 1569, 1519]
paragraph: Χθές το βράδυ η Αθλητική Ένωσις Ελλήνων Αλεξανδρείας έτιμησε εσπερίδα τους αθλητάς της, με παρουσία πολλών μελών και προσκεκλημένων. [650, 988, 790, 1106]
two-column-body [1124, 518, 1580, 770]
cruise-city: ΠΕΙΡΑΙΕΥΣ [1317, 1179, 1387, 1193]
office-building: Ακίνητον UNION (παρά τα Εθν. Δικαστήρια) Διαμέρισμα άρ. 28 [600, 126, 1008, 142]
subheadline: Οι κατηγορούμενοι προσάγονται πρό του Στρατοδικείου και Κακουργιοδικείου [508, 235, 782, 266]
cinema-heading: ΚΑΙΡΙΝΑ ΘΕΑΜΑΤΑ [1124, 56, 1580, 97]
today-date: 11 Σεπτεμβρίου 1933 [75, 955, 195, 969]
paragraph: Το γεγονός ότι ώρισθη η δίκη είς την ημέραν θα δικασθή την 20ην τρέχοντος, είς την αίθουσαν του Μεγάρου των Νέων Δικαστηρίων της οδού Γκαλά. [500, 537, 790, 595]
page-number: Σελίς 3η [1510, 20, 1580, 38]
column-2 [266, 52, 488, 862]
winter-routes: ΧΕΙΜΕΡΙΝΑ ΔΡΟΜΟΛΟΓΙΑ [1235, 1238, 1469, 1257]
ad-auctioneer: ΓΕΩΡΓΙΟΣ ΒΑΣΙΛΟΠΟΥΛΟΣ [41, 1737, 229, 1752]
